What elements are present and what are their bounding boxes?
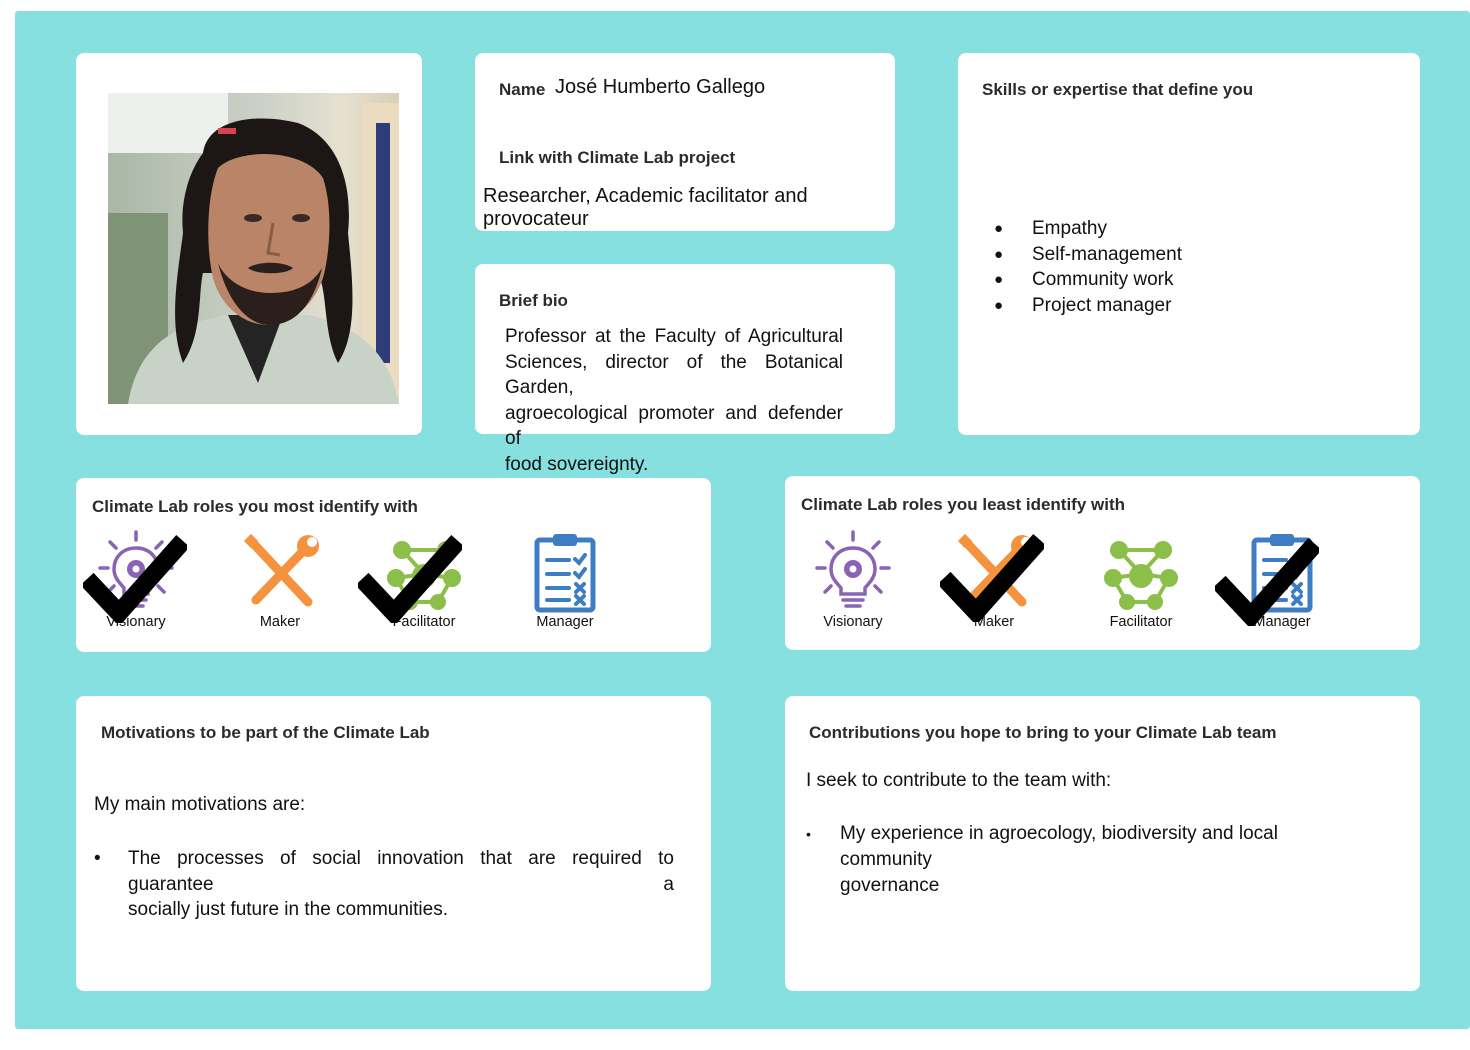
role-maker[interactable] (939, 530, 1049, 630)
lightbulb-gear-icon (96, 530, 176, 614)
bio-label: Brief bio (499, 291, 568, 310)
contributions-card (785, 696, 1420, 991)
bio-line: agroecological promoter and defender of (505, 402, 843, 449)
role-label: Manager (536, 614, 594, 630)
bullet-line: The processes of social innovation that are required to guarantee a (128, 848, 674, 895)
skills-list (994, 216, 1182, 319)
motivations-card (76, 696, 711, 991)
role-manager[interactable] (510, 530, 620, 630)
skill-item: ● Project manager (994, 295, 1172, 317)
role-label: Manager (1253, 614, 1311, 630)
role-label: Visionary (823, 614, 883, 630)
role-label: Facilitator (1109, 614, 1173, 630)
portrait-photo (108, 93, 399, 404)
profile-board (15, 11, 1470, 1029)
bio-line: Professor at the Faculty of Agricultural (505, 326, 843, 347)
motivations-intro: My main motivations are: (94, 794, 306, 815)
skill-item: ● Community work (994, 269, 1174, 291)
role-visionary[interactable] (81, 530, 191, 630)
name-value: José Humberto Gallego (555, 76, 766, 98)
role-label: Facilitator (392, 614, 456, 630)
bio-text (505, 324, 843, 477)
role-facilitator[interactable] (1086, 530, 1196, 630)
name-label: Name (499, 80, 546, 99)
roles-most-title: Climate Lab roles you most identify with (92, 497, 418, 516)
wrench-screwdriver-icon (238, 530, 322, 614)
motivations-bullet: • The processes of social innovation that are required to guarantee a socially just future in the communities. (94, 846, 674, 923)
role-visionary[interactable] (798, 530, 908, 630)
clipboard-checklist-icon (1240, 530, 1324, 614)
link-label: Link with Climate Lab project (499, 148, 736, 167)
network-people-icon (1099, 530, 1183, 614)
bio-line: food sovereignty. (505, 453, 649, 475)
role-label: Maker (973, 614, 1015, 630)
bio-line: Sciences, director of the Botanical Garden, (505, 351, 843, 398)
role-maker[interactable] (225, 530, 335, 630)
roles-least-title: Climate Lab roles you least identify with (801, 495, 1126, 514)
role-label: Visionary (106, 614, 166, 630)
bullet-line: socially just future in the communities. (128, 899, 448, 920)
clipboard-checklist-icon (523, 530, 607, 614)
role-facilitator[interactable] (369, 530, 479, 630)
skills-title: Skills or expertise that define you (982, 80, 1254, 99)
motivations-title: Motivations to be part of the Climate Lab (101, 723, 430, 742)
skill-item: ● Empathy (994, 218, 1107, 239)
photo-card (76, 53, 422, 435)
skills-card (958, 53, 1420, 435)
role-label: Maker (259, 614, 301, 630)
link-value: Researcher, Academic facilitator and provocateur (483, 185, 808, 230)
network-people-icon (382, 530, 466, 614)
contributions-title: Contributions you hope to bring to your Climate Lab team (809, 723, 1277, 742)
wrench-screwdriver-icon (952, 530, 1036, 614)
contributions-bullet: • My experience in agroecology, biodiversity and local community governance (806, 821, 1366, 899)
skill-item: ● Self-management (994, 243, 1182, 265)
roles-most-card (76, 478, 711, 652)
contributions-intro: I seek to contribute to the team with: (806, 770, 1112, 791)
bullet-line: governance (840, 875, 940, 896)
bio-card (475, 264, 895, 475)
roles-least-card (785, 476, 1420, 650)
bullet-line: My experience in agroecology, biodiversity and local community (840, 823, 1278, 870)
role-manager[interactable] (1227, 530, 1337, 630)
lightbulb-gear-icon (813, 530, 893, 614)
identity-card (475, 53, 895, 231)
